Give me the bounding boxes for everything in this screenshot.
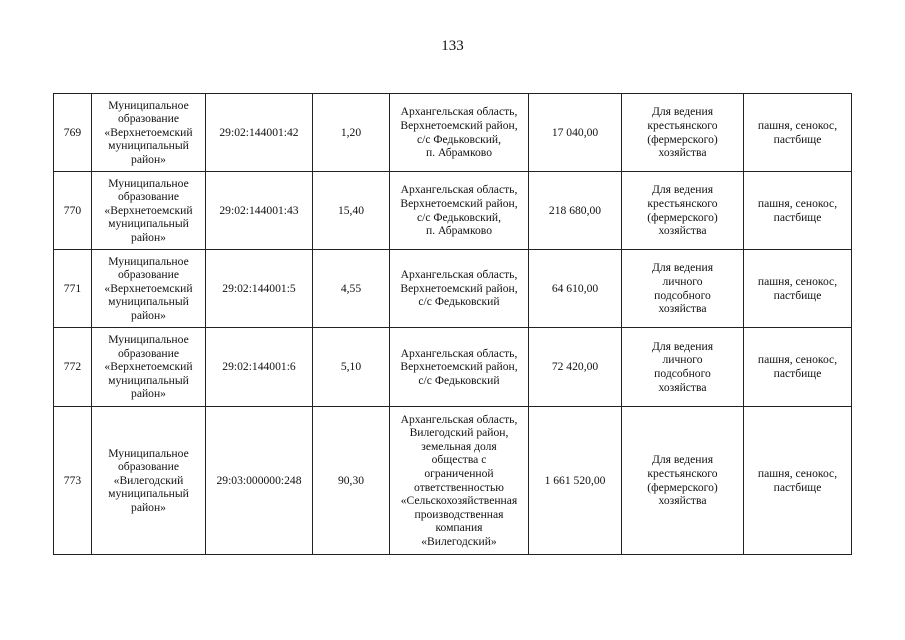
cadastral-number-cell: 29:02:144001:43: [206, 172, 313, 250]
cell-line: Муниципальное: [108, 176, 189, 190]
cell-line: п. Абрамково: [426, 146, 492, 160]
cell-line: хозяйства: [658, 380, 707, 394]
cadastral-value-cell: 17 040,00: [529, 94, 622, 172]
cell-line: с/с Федьковский,: [416, 132, 502, 146]
land-registry-table: [53, 93, 852, 555]
cell-line: земельная доля: [421, 439, 497, 453]
cell-line: Муниципальное: [108, 333, 189, 347]
area-cell: 5,10: [313, 328, 390, 407]
permitted-use-cell: [622, 250, 744, 328]
cell-line: Вилегодский район,: [409, 426, 509, 440]
cell-line: Для ведения: [651, 261, 714, 275]
cell-line: образование: [118, 190, 179, 204]
cell-line: муниципальный: [108, 487, 189, 501]
cell-line: подсобного: [654, 367, 711, 380]
cell-line: с/с Федьковский: [418, 295, 500, 309]
cell-line: образование: [118, 268, 179, 282]
cell-line: Для ведения: [651, 453, 714, 467]
cell-line: район»: [131, 230, 166, 244]
row-number-cell: 773: [54, 407, 92, 555]
cell-line: образование: [118, 346, 179, 360]
cell-line: Верхнетоемский район,: [400, 196, 518, 210]
cell-line: пастбище: [773, 480, 822, 494]
cell-line: пашня, сенокос,: [757, 353, 838, 367]
cell-line: «Верхнетоемский: [104, 360, 193, 374]
area-cell: 4,55: [313, 250, 390, 328]
cell-line: личного: [662, 274, 703, 288]
cell-line: с/с Федьковский: [418, 373, 500, 387]
cell-line: Муниципальное: [108, 254, 189, 268]
land-use-cell: [744, 407, 852, 555]
area-cell: 15,40: [313, 172, 390, 250]
cell-line: Верхнетоемский район,: [400, 360, 518, 374]
cell-line: район»: [131, 387, 166, 401]
cell-line: Архангельская область,: [400, 105, 518, 119]
cell-line: Архангельская область,: [400, 412, 518, 426]
cell-line: «Сельскохозяйственная: [400, 494, 518, 508]
cadastral-value-cell: 72 420,00: [529, 328, 622, 407]
area-cell: 90,30: [313, 407, 390, 555]
cell-line: муниципальный: [108, 295, 189, 309]
cell-line: Муниципальное: [108, 98, 189, 112]
cell-line: Архангельская область,: [400, 268, 518, 282]
cell-line: Верхнетоемский район,: [400, 281, 518, 295]
cell-line: (фермерского): [647, 210, 718, 224]
cell-line: муниципальный: [108, 217, 189, 231]
area-cell: 1,20: [313, 94, 390, 172]
page-number: 133: [441, 38, 464, 54]
cadastral-value-cell: 64 610,00: [529, 250, 622, 328]
cell-line: муниципальный: [108, 373, 189, 387]
cell-line: Для ведения: [651, 339, 714, 353]
cell-line: с/с Федьковский,: [416, 210, 502, 224]
cell-line: ограниченной: [424, 466, 494, 480]
cell-line: Для ведения: [651, 105, 714, 119]
land-use-cell: [744, 250, 852, 328]
cell-line: ответственностью: [414, 480, 504, 494]
table-row: [54, 328, 852, 407]
cell-line: «Вилегодский»: [421, 534, 497, 548]
permitted-use-cell: [622, 94, 744, 172]
cell-line: Архангельская область,: [400, 346, 518, 360]
cell-line: хозяйства: [658, 302, 707, 316]
cadastral-number-cell: 29:02:144001:6: [206, 328, 313, 407]
owner-cell: [92, 328, 206, 407]
cadastral-value-cell: 218 680,00: [529, 172, 622, 250]
cell-line: Для ведения: [651, 183, 714, 197]
cadastral-number-cell: 29:02:144001:42: [206, 94, 313, 172]
cell-line: подсобного: [654, 288, 711, 302]
table-row: [54, 94, 852, 172]
cell-line: образование: [118, 460, 179, 474]
location-cell: [390, 94, 529, 172]
permitted-use-cell: [622, 328, 744, 407]
cell-line: район»: [131, 500, 166, 514]
location-cell: [390, 250, 529, 328]
table-row: [54, 250, 852, 328]
permitted-use-cell: [622, 407, 744, 555]
cell-line: хозяйства: [658, 146, 707, 160]
land-use-cell: [744, 172, 852, 250]
cell-line: крестьянского: [647, 466, 718, 480]
row-number-cell: 772: [54, 328, 92, 407]
cell-line: производственная: [414, 507, 504, 521]
cell-line: пашня, сенокос,: [757, 118, 838, 132]
permitted-use-cell: [622, 172, 744, 250]
cell-line: пастбище: [773, 132, 822, 146]
land-use-cell: [744, 94, 852, 172]
cell-line: «Верхнетоемский: [104, 203, 193, 217]
cell-line: «Верхнетоемский: [104, 125, 193, 139]
cell-line: пашня, сенокос,: [757, 466, 838, 480]
table-row: [54, 172, 852, 250]
cell-line: пастбище: [773, 288, 822, 302]
table-body: [54, 94, 852, 555]
cell-line: Муниципальное: [108, 446, 189, 460]
cadastral-value-cell: 1 661 520,00: [529, 407, 622, 555]
cell-line: личного: [662, 353, 703, 367]
cell-line: пашня, сенокос,: [757, 274, 838, 288]
cell-line: пашня, сенокос,: [757, 196, 838, 210]
cell-line: компания: [435, 521, 483, 535]
table-row: [54, 407, 852, 555]
cadastral-number-cell: 29:03:000000:248: [206, 407, 313, 555]
cell-line: хозяйства: [658, 494, 707, 508]
owner-cell: [92, 172, 206, 250]
location-cell: [390, 407, 529, 555]
land-use-cell: [744, 328, 852, 407]
cell-line: крестьянского: [647, 118, 718, 132]
cell-line: муниципальный: [108, 139, 189, 153]
cell-line: район»: [131, 152, 166, 166]
cell-line: Архангельская область,: [400, 183, 518, 197]
owner-cell: [92, 94, 206, 172]
cell-line: район»: [131, 308, 166, 322]
owner-cell: [92, 250, 206, 328]
location-cell: [390, 172, 529, 250]
cell-line: п. Абрамково: [426, 224, 492, 238]
owner-cell: [92, 407, 206, 555]
row-number-cell: 770: [54, 172, 92, 250]
cell-line: образование: [118, 112, 179, 126]
cell-line: (фермерского): [647, 480, 718, 494]
cell-line: (фермерского): [647, 132, 718, 146]
cell-line: Верхнетоемский район,: [400, 118, 518, 132]
cell-line: пастбище: [773, 210, 822, 224]
cell-line: пастбище: [773, 367, 822, 380]
row-number-cell: 771: [54, 250, 92, 328]
cadastral-number-cell: 29:02:144001:5: [206, 250, 313, 328]
cell-line: «Вилегодский: [113, 473, 184, 487]
cell-line: «Верхнетоемский: [104, 281, 193, 295]
row-number-cell: 769: [54, 94, 92, 172]
cell-line: крестьянского: [647, 196, 718, 210]
location-cell: [390, 328, 529, 407]
cell-line: общества с: [431, 453, 487, 467]
cell-line: хозяйства: [658, 224, 707, 238]
